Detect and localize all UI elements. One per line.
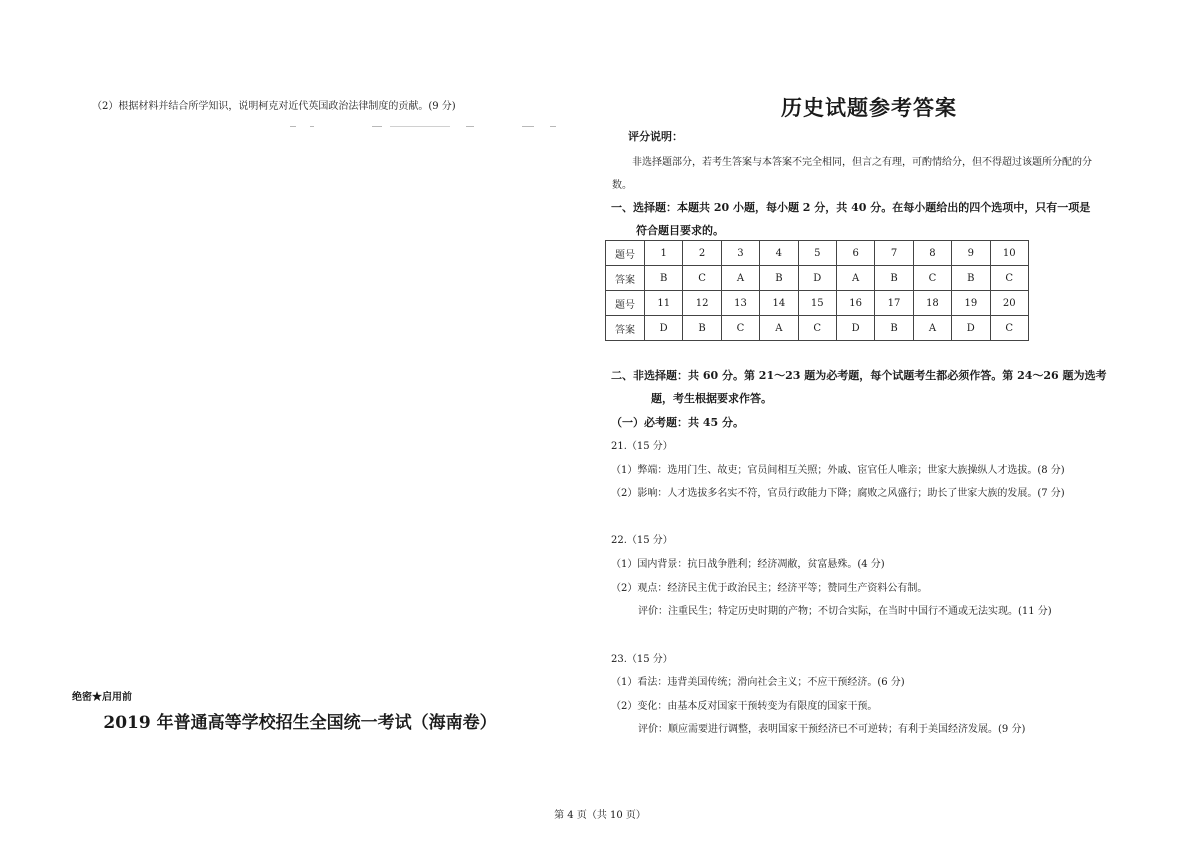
q21-heading: 21.（15 分） xyxy=(611,441,673,452)
table-row xyxy=(606,316,1029,341)
scoring-heading: 评分说明： xyxy=(628,130,683,143)
table-row xyxy=(606,241,1029,266)
scoring-text-line-1: 非选择题部分，若考生答案与本答案不完全相同，但言之有理，可酌情给分，但不得超过该题所分配的分 xyxy=(632,157,1092,168)
q21-answer-1: （1）弊端：选用门生、故吏；官员间相互关照；外戚、宦官任人唯亲；世家大族操纵人才选拔。(8 分) xyxy=(611,465,1065,476)
q22-heading: 22.（15 分） xyxy=(611,535,673,546)
table-cell: A xyxy=(721,266,759,291)
table-cell-label: 答案 xyxy=(606,316,645,341)
scoring-text-line-2: 数。 xyxy=(612,180,632,191)
table-cell: 20 xyxy=(990,291,1028,316)
table-cell: 6 xyxy=(836,241,874,266)
table-cell: 19 xyxy=(952,291,990,316)
table-cell: C xyxy=(798,316,836,341)
table-cell: 5 xyxy=(798,241,836,266)
q22-answer-1: （1）国内背景：抗日战争胜利；经济凋敝，贫富悬殊。(4 分) xyxy=(611,559,885,570)
table-cell-label: 题号 xyxy=(606,241,645,266)
table-cell: B xyxy=(875,266,913,291)
q23-answer-1: （1）看法：违背美国传统；滑向社会主义；不应干预经济。(6 分) xyxy=(611,677,905,688)
table-cell: 2 xyxy=(683,241,721,266)
table-cell-label: 答案 xyxy=(606,266,645,291)
q21-answer-2: （2）影响：人才选拔多名实不符，官员行政能力下降；腐败之风盛行；助长了世家大族的发展。(7 分) xyxy=(611,488,1065,499)
q22-answer-2: （2）观点：经济民主优于政治民主；经济平等；赞同生产资料公有制。 xyxy=(611,583,928,594)
table-cell: C xyxy=(990,316,1028,341)
table-cell: B xyxy=(683,316,721,341)
section1-heading-line-1: 一、选择题：本题共 20 小题，每小题 2 分，共 40 分。在每小题给出的四个选项中，只有一项是 xyxy=(611,201,1091,214)
q23-heading: 23.（15 分） xyxy=(611,654,673,665)
table-cell: D xyxy=(952,316,990,341)
exam-title: 2019 年普通高等学校招生全国统一考试（海南卷） xyxy=(103,713,497,733)
answer-table xyxy=(605,240,1029,341)
table-cell: 18 xyxy=(913,291,951,316)
table-cell: 9 xyxy=(952,241,990,266)
table-cell: C xyxy=(721,316,759,341)
table-cell: D xyxy=(645,316,683,341)
table-cell: A xyxy=(913,316,951,341)
table-cell: 12 xyxy=(683,291,721,316)
table-cell: C xyxy=(913,266,951,291)
section2-subheading: （一）必考题：共 45 分。 xyxy=(611,416,744,429)
table-cell: A xyxy=(760,316,798,341)
table-cell: A xyxy=(836,266,874,291)
table-row xyxy=(606,291,1029,316)
table-cell: 1 xyxy=(645,241,683,266)
table-cell-label: 题号 xyxy=(606,291,645,316)
page-footer: 第 4 页（共 10 页） xyxy=(554,810,646,821)
left-question-text: （2）根据材料并结合所学知识，说明柯克对近代英国政治法律制度的贡献。(9 分) xyxy=(92,101,456,112)
table-cell: 17 xyxy=(875,291,913,316)
secret-mark: 绝密★启用前 xyxy=(72,692,132,703)
table-cell: B xyxy=(875,316,913,341)
table-cell: 10 xyxy=(990,241,1028,266)
section2-heading-line-2: 题，考生根据要求作答。 xyxy=(651,392,772,405)
table-cell: 15 xyxy=(798,291,836,316)
q23-answer-3: 评价：顺应需要进行调整，表明国家干预经济已不可逆转；有利于美国经济发展。(9 分) xyxy=(638,724,1026,735)
table-cell: 13 xyxy=(721,291,759,316)
section2-heading-line-1: 二、非选择题：共 60 分。第 21～23 题为必考题，每个试题考生都必须作答。第 24～26 题为选考 xyxy=(611,369,1107,382)
table-cell: B xyxy=(645,266,683,291)
table-row xyxy=(606,266,1029,291)
q22-answer-3: 评价：注重民生；特定历史时期的产物；不切合实际，在当时中国行不通或无法实现。(11 分) xyxy=(638,606,1052,617)
table-cell: 11 xyxy=(645,291,683,316)
table-cell: 14 xyxy=(760,291,798,316)
table-cell: 3 xyxy=(721,241,759,266)
table-cell: D xyxy=(836,316,874,341)
table-cell: C xyxy=(990,266,1028,291)
table-cell: 7 xyxy=(875,241,913,266)
answer-title: 历史试题参考答案 xyxy=(781,95,957,120)
table-cell: B xyxy=(760,266,798,291)
table-cell: B xyxy=(952,266,990,291)
table-cell: 4 xyxy=(760,241,798,266)
table-cell: C xyxy=(683,266,721,291)
table-cell: 16 xyxy=(836,291,874,316)
table-cell: D xyxy=(798,266,836,291)
scan-noise-line xyxy=(290,122,570,132)
table-cell: 8 xyxy=(913,241,951,266)
q23-answer-2: （2）变化：由基本反对国家干预转变为有限度的国家干预。 xyxy=(611,701,878,712)
section1-heading-line-2: 符合题目要求的。 xyxy=(636,224,724,237)
